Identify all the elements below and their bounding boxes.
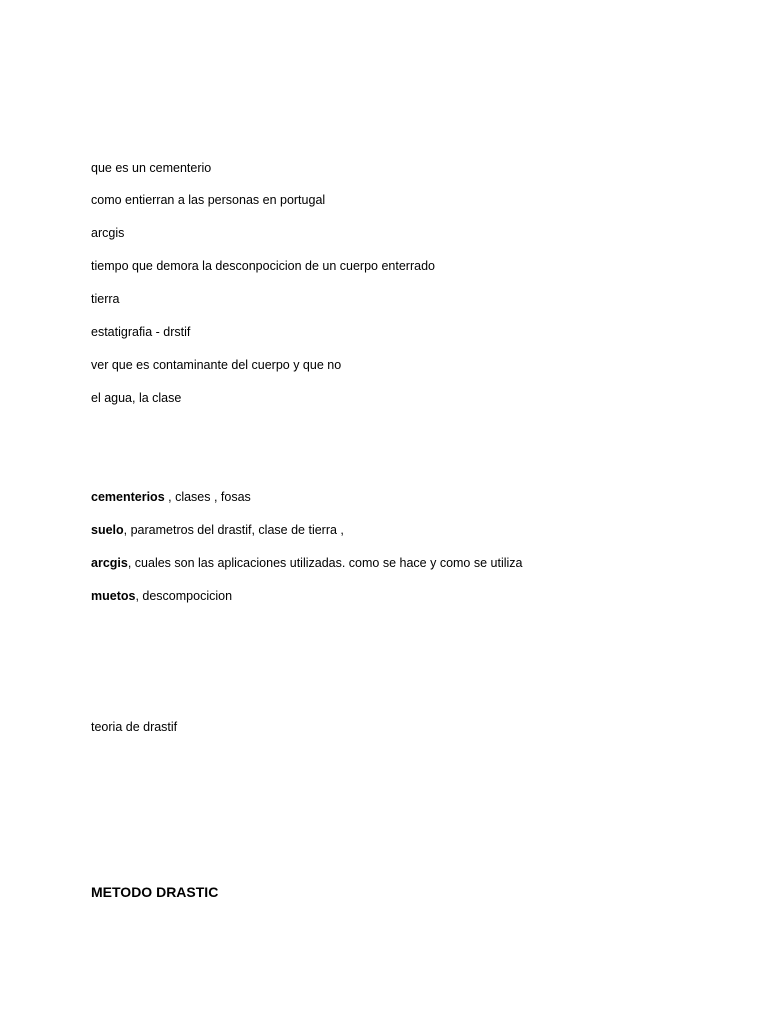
topic-detail: , clases , fosas <box>164 490 251 504</box>
topic-detail: , parametros del drastif, clase de tierra , <box>123 523 344 537</box>
topic-detail: , cuales son las aplicaciones utilizadas. como se hace y como se utiliza <box>127 556 523 570</box>
note-line: como entierran a las personas en portugal <box>91 193 326 207</box>
theory-line: teoria de drastif <box>91 720 178 734</box>
section-heading: METODO DRASTIC <box>91 884 219 900</box>
topic-line <box>91 588 232 604</box>
note-line: arcgis <box>91 226 125 240</box>
note-line: el agua, la clase <box>91 391 182 405</box>
note-line: estatigrafia - drstif <box>91 325 191 339</box>
topic-line <box>91 555 523 571</box>
topic-keyword: arcgis <box>91 556 128 570</box>
topic-keyword: muetos <box>91 589 136 603</box>
topic-keyword: suelo <box>91 523 124 537</box>
note-line: tiempo que demora la desconpocicion de un cuerpo enterrado <box>91 259 435 273</box>
topic-keyword: cementerios <box>91 490 165 504</box>
note-line: ver que es contaminante del cuerpo y que no <box>91 358 342 372</box>
topic-line <box>91 522 344 538</box>
topic-line <box>91 489 251 505</box>
note-line: tierra <box>91 292 120 306</box>
note-line: que es un cementerio <box>91 161 212 175</box>
topic-detail: , descompocicion <box>135 589 233 603</box>
